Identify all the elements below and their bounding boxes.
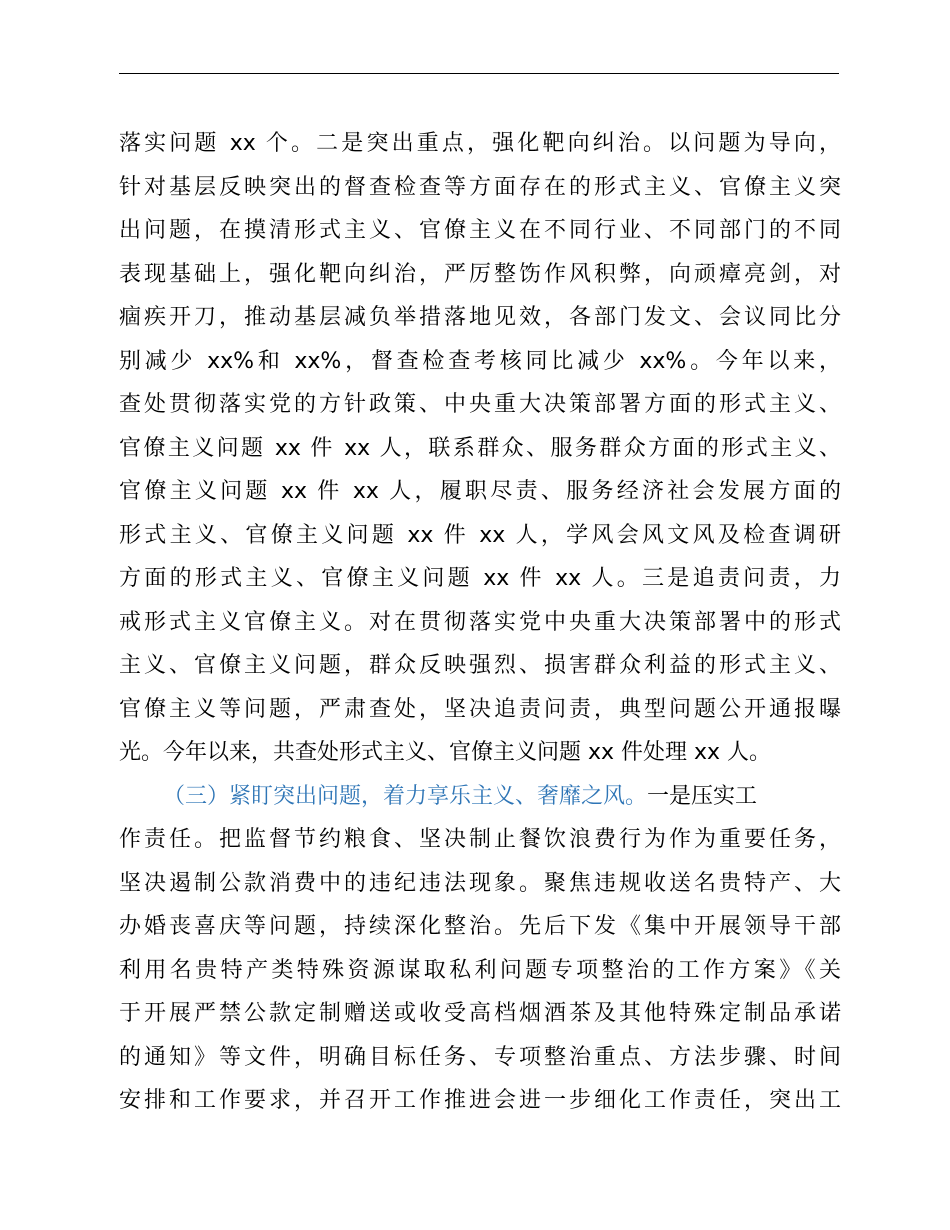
- paragraph-line: 安排和工作要求，并召开工作推进会进一步细化工作责任，突出工: [119, 1088, 841, 1113]
- paragraph-line: 坚决遏制公款消费中的违纪违法现象。聚焦违规收送名贵特产、大: [119, 870, 841, 896]
- header-rule: [119, 73, 839, 74]
- paragraph-line: 办婚丧喜庆等问题，持续深化整治。先后下发《集中开展领导干部: [119, 914, 841, 939]
- paragraph-line: 方面的形式主义、官僚主义问题 xx 件 xx 人。三是追责问责，力: [119, 566, 841, 591]
- paragraph-line: 表现基础上，强化靶向纠治，严厉整饬作风积弊，向顽瘴亮剑，对: [119, 261, 841, 287]
- paragraph-line: 的通知》等文件，明确目标任务、专项整治重点、方法步骤、时间: [119, 1044, 841, 1070]
- paragraph-line: 查处贯彻落实党的方针政策、中央重大决策部署方面的形式主义、: [119, 392, 841, 417]
- section-heading: （三）紧盯突出问题，着力享乐主义、奢靡之风。: [163, 783, 648, 809]
- paragraph-line: 光。今年以来，共查处形式主义、官僚主义问题 xx 件处理 xx 人。: [119, 740, 772, 765]
- paragraph-line: 于开展严禁公款定制赠送或收受高档烟酒茶及其他特殊定制品承诺: [119, 1001, 841, 1026]
- paragraph-line: 针对基层反映突出的督查检查等方面存在的形式主义、官僚主义突: [119, 174, 841, 200]
- paragraph-line: 别减少 xx%和 xx%，督查检查考核同比减少 xx%。今年以来，: [119, 348, 841, 374]
- paragraph-line: 痼疾开刀，推动基层减负举措落地见效，各部门发文、会议同比分: [119, 305, 841, 330]
- body-text: [119, 122, 841, 1123]
- paragraph-line: 出问题，在摸清形式主义、官僚主义在不同行业、不同部门的不同: [119, 218, 841, 243]
- paragraph-line: 官僚主义问题 xx 件 xx 人，履职尽责、服务经济社会发展方面的: [119, 479, 841, 504]
- paragraph-line: 落实问题 xx 个。二是突出重点，强化靶向纠治。以问题为导向，: [119, 131, 841, 156]
- paragraph-line: 作责任。把监督节约粮食、坚决制止餐饮浪费行为作为重要任务，: [119, 827, 841, 852]
- paragraph-line: 官僚主义问题 xx 件 xx 人，联系群众、服务群众方面的形式主义、: [119, 435, 841, 461]
- paragraph-line: 主义、官僚主义问题，群众反映强烈、损害群众利益的形式主义、: [119, 653, 841, 678]
- paragraph-line: 形式主义、官僚主义问题 xx 件 xx 人，学风会风文风及检查调研: [119, 522, 841, 548]
- paragraph-line: 官僚主义等问题，严肃查处，坚决追责问责，典型问题公开通报曝: [119, 696, 841, 722]
- section-heading-line: [119, 775, 841, 819]
- section-heading-continuation: 一是压实工: [647, 783, 758, 809]
- paragraph-line: 利用名贵特产类特殊资源谋取私利问题专项整治的工作方案》《关: [119, 957, 841, 983]
- paragraph-line: 戒形式主义官僚主义。对在贯彻落实党中央重大决策部署中的形式: [119, 609, 841, 635]
